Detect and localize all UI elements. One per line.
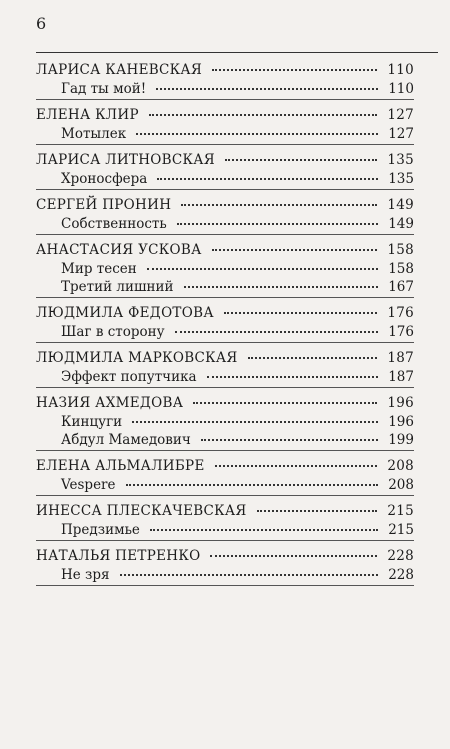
toc-author-row [36,548,414,567]
dot-leader [156,88,378,90]
page-ref: 149 [388,215,414,232]
dot-leader [215,465,378,467]
author-name: ЛАРИСА ЛИТНОВСКАЯ [36,152,215,168]
author-name: СЕРГЕЙ ПРОНИН [36,197,172,213]
toc-section [36,301,414,343]
toc-author-row [36,503,414,522]
author-name: АНАСТАСИЯ УСКОВА [36,242,202,258]
toc-author-row [36,107,414,126]
toc-section [36,148,414,190]
toc-author-row [36,197,414,216]
dot-leader [157,178,378,180]
toc-author-row [36,62,414,81]
toc-work-row [36,522,414,541]
dot-leader [175,331,379,333]
toc-work-row [36,324,414,343]
dot-leader [210,555,377,557]
toc-work-row [36,261,414,280]
toc-author-row [36,242,414,261]
page-ref: 215 [387,503,414,519]
toc-work-row [36,81,414,100]
work-title: Хроносфера [61,170,148,187]
dot-leader [181,204,377,206]
toc-author-row [36,350,414,369]
toc-section [36,193,414,235]
dot-leader [207,376,379,378]
toc-author-row [36,305,414,324]
dot-leader [147,268,378,270]
toc-work-row [36,369,414,388]
work-title: Мир тесен [61,260,137,277]
dot-leader [212,69,377,71]
toc-section [36,238,414,298]
page-ref: 215 [388,521,414,538]
dot-leader [257,510,378,512]
author-name: НАЗИЯ АХМЕДОВА [36,395,184,411]
author-name: ЛЮДМИЛА ФЕДОТОВА [36,305,214,321]
page-ref: 199 [388,432,414,448]
dot-leader [193,402,377,404]
toc-work-row [36,432,414,451]
author-name: ЛЮДМИЛА МАРКОВСКАЯ [36,350,238,366]
page-ref: 127 [387,107,414,123]
work-title: Абдул Мамедович [61,432,191,448]
toc-section [36,391,414,451]
dot-leader [248,357,378,359]
author-name: ИНЕССА ПЛЕСКАЧЕВСКАЯ [36,503,247,519]
page-ref: 135 [387,152,414,168]
author-name: НАТАЛЬЯ ПЕТРЕНКО [36,548,201,564]
toc-section [36,103,414,145]
toc-work-row [36,216,414,235]
dot-leader [212,249,378,251]
toc-author-row [36,152,414,171]
header-rule [36,52,438,53]
dot-leader [136,133,378,135]
work-title: Vespere [61,476,116,493]
page-number: 6 [36,14,47,33]
dot-leader [224,312,377,314]
work-title: Третий лишний [61,279,174,295]
work-title: Гад ты мой! [61,80,147,97]
toc-work-row [36,567,414,586]
page-ref: 110 [388,80,414,97]
dot-leader [120,574,379,576]
page-ref: 176 [388,323,414,340]
page-ref: 196 [388,413,414,430]
toc-work-row [36,414,414,433]
page-ref: 127 [388,125,414,142]
page-ref: 167 [388,279,414,295]
toc-section [36,58,414,100]
work-title: Предзимье [61,521,140,538]
work-title: Эффект попутчика [61,368,197,385]
toc-work-row [36,279,414,298]
dot-leader [149,114,377,116]
work-title: Кинцуги [61,413,123,430]
work-title: Не зря [61,566,110,583]
work-title: Собственность [61,215,167,232]
page-ref: 228 [388,566,414,583]
work-title: Шаг в сторону [61,323,165,340]
page-ref: 135 [388,170,414,187]
toc-section [36,499,414,541]
toc-work-row [36,477,414,496]
author-name: ЕЛЕНА КЛИР [36,107,139,123]
page-ref: 196 [387,395,414,411]
toc-author-row [36,395,414,414]
toc-section [36,346,414,388]
page-ref: 228 [387,548,414,564]
author-name: ЛАРИСА КАНЕВСКАЯ [36,62,203,78]
dot-leader [177,223,379,225]
dot-leader [201,439,378,441]
toc-author-row [36,458,414,477]
dot-leader [184,286,379,288]
toc-section [36,454,414,496]
dot-leader [150,529,378,531]
page-ref: 208 [388,476,414,493]
page-ref: 176 [387,305,414,321]
page-ref: 187 [387,350,414,366]
page-ref: 158 [388,260,414,277]
work-title: Мотылек [61,125,127,142]
page-ref: 158 [387,242,414,258]
dot-leader [132,421,378,423]
toc-work-row [36,171,414,190]
page-ref: 110 [387,62,414,78]
page-ref: 208 [387,458,414,474]
toc-section [36,544,414,586]
dot-leader [126,484,379,486]
page-ref: 149 [387,197,414,213]
author-name: ЕЛЕНА АЛЬМАЛИБРЕ [36,458,205,474]
page-ref: 187 [388,368,414,385]
dot-leader [225,159,377,161]
toc-work-row [36,126,414,145]
